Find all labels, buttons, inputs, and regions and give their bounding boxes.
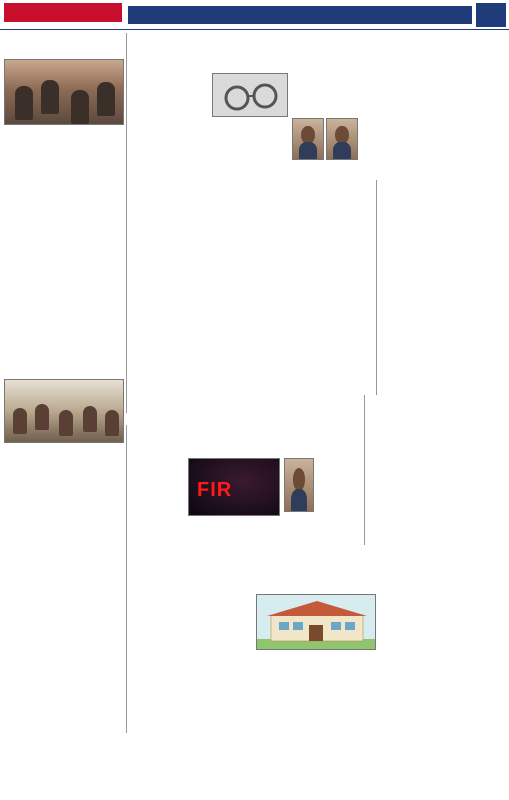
- story-body: [256, 660, 316, 734]
- handcuffs-icon: [213, 74, 288, 117]
- school-building-photo: [256, 594, 376, 650]
- story-body: [364, 73, 432, 176]
- accused-photo: [292, 118, 324, 160]
- story-body: [4, 134, 124, 204]
- accused-photo: [326, 118, 358, 160]
- story-body: [318, 458, 362, 498]
- health-camp-photo: [4, 59, 124, 125]
- story-body: [318, 507, 362, 547]
- story-body: [444, 594, 504, 734]
- school-building-icon: [257, 595, 376, 650]
- story-body: [292, 73, 360, 117]
- column-divider: [126, 33, 127, 413]
- story-body: [318, 660, 376, 734]
- story-body: [130, 74, 210, 176]
- story-body: [212, 125, 288, 176]
- meeting-photo: [4, 379, 124, 443]
- story-body: [4, 263, 124, 339]
- story-body: [130, 224, 206, 396]
- section-title: [160, 6, 360, 24]
- story-body: [130, 594, 190, 734]
- story-body: [380, 594, 440, 734]
- column-divider: [376, 180, 377, 395]
- story-body: [436, 73, 504, 147]
- column-divider: [126, 425, 127, 733]
- story-body: [368, 428, 504, 546]
- story-body: [4, 577, 124, 613]
- story-body: [290, 224, 372, 396]
- story-body: [210, 224, 286, 396]
- story-body: [192, 594, 252, 734]
- story-body: [4, 453, 124, 519]
- page-number: [476, 3, 506, 27]
- masthead: [0, 0, 509, 30]
- fir-photo: [188, 458, 280, 516]
- story-body: [380, 215, 504, 395]
- story-body: [436, 156, 504, 176]
- story-body: [188, 527, 280, 547]
- masthead-divider: [0, 29, 509, 30]
- handcuffs-photo: [212, 73, 288, 117]
- column-divider: [364, 395, 365, 545]
- officer-photo: [284, 458, 314, 512]
- story-body: [130, 458, 186, 550]
- newspaper-logo: [4, 3, 122, 22]
- fir-graphic: FIR: [197, 479, 233, 501]
